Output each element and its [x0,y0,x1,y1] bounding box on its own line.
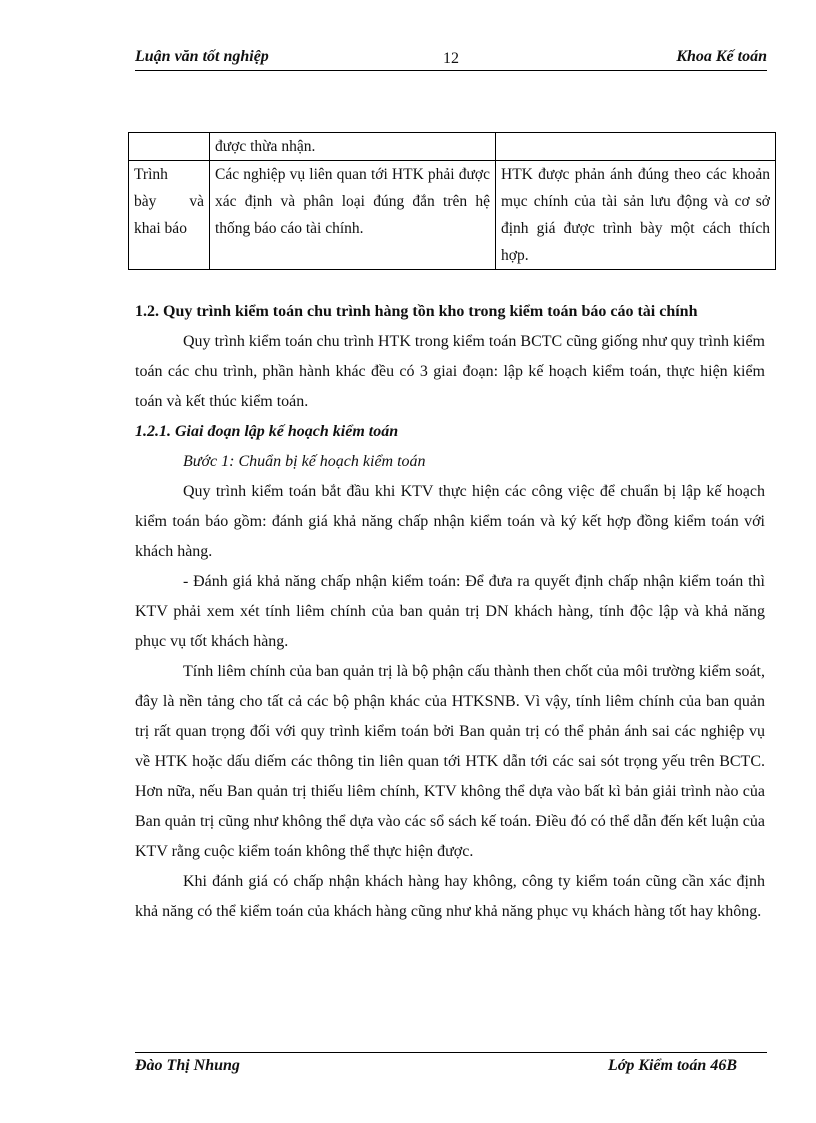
assertion-line: Trình [134,166,168,183]
page-footer [135,1052,767,1079]
assertions-table [128,132,776,270]
paragraph: Quy trình kiểm toán chu trình HTK trong kiểm toán BCTC cũng giống như quy trình kiểm toán các chu trình, phần hành khác đều có 3 giai đoạn: lập kế hoạch kiểm toán, thực hiện kiểm toán và kết thúc kiểm toán. [135,333,765,410]
page-number: 12 [443,50,459,67]
paragraph: Khi đánh giá có chấp nhận khách hàng hay không, công ty kiểm toán cũng cần xác định khả năng có thể kiểm toán của khách hàng cũng như khả năng phục vụ khách hàng tốt hay không. [135,873,765,920]
paragraph: - Đánh giá khả năng chấp nhận kiểm toán: Để đưa ra quyết định chấp nhận kiểm toán thì KTV phải xem xét tính liêm chính của ban quản trị DN khách hàng, tính độc lập và khả năng phục vụ tốt khách hàng. [135,573,765,650]
table-cell [129,133,210,161]
page-header [135,48,767,71]
table-cell [496,133,776,161]
assertion-line: bày và [134,193,204,210]
paragraph: Tính liêm chính của ban quản trị là bộ phận cấu thành then chốt của môi trường kiểm soát, đây là nền tảng cho tất cả các bộ phận khác của HTKSNB. Vì vậy, tính liêm chính của ban quản trị rất quan trọng đối với quy trình kiểm toán bởi Ban quản trị có thể phản ánh sai các nghiệp vụ về HTK hoặc dấu diếm các thông tin liên quan tới HTK dẫn tới các sai sót trọng yếu trên BCTC. Hơn nữa, nếu Ban quản trị thiếu liêm chính, KTV không thể dựa vào bất kì bản giải trình nào của Ban quản trị cũng như không thể dựa vào các sổ sách kế toán. Điều đó có thể dẫn đến kết luận của KTV rằng cuộc kiểm toán không thể thực hiện được. [135,663,765,860]
table-row [129,133,776,161]
table-cell-description: HTK được phản ánh đúng theo các khoản mục chính của tài sản lưu động và cơ sở định giá được trình bày một cách thích hợp. [496,161,776,270]
header-faculty: Khoa Kế toán [676,48,767,65]
step-heading: Bước 1: Chuẩn bị kế hoạch kiểm toán [183,453,426,470]
section-heading: 1.2. Quy trình kiểm toán chu trình hàng tồn kho trong kiểm toán báo cáo tài chính [135,303,698,320]
footer-class: Lớp Kiểm toán 46B [607,1057,737,1074]
subsection-heading: 1.2.1. Giai đoạn lập kế hoạch kiểm toán [135,423,399,440]
header-thesis-title: Luận văn tốt nghiệp [135,48,269,65]
footer-author: Đào Thị Nhung [135,1057,240,1074]
table-cell-objective: Các nghiệp vụ liên quan tới HTK phải được xác định và phân loại đúng đắn trên hệ thống báo cáo tài chính. [210,161,496,270]
table-row [129,161,776,270]
table-cell: được thừa nhận. [210,133,496,161]
page-body [135,297,765,927]
assertion-line: khai báo [134,220,187,237]
table-cell-assertion [129,161,210,270]
paragraph: Quy trình kiểm toán bắt đầu khi KTV thực hiện các công việc để chuẩn bị lập kế hoạch kiểm toán báo gồm: đánh giá khả năng chấp nhận kiểm toán và ký kết hợp đồng kiểm toán với khách hàng. [135,483,765,560]
